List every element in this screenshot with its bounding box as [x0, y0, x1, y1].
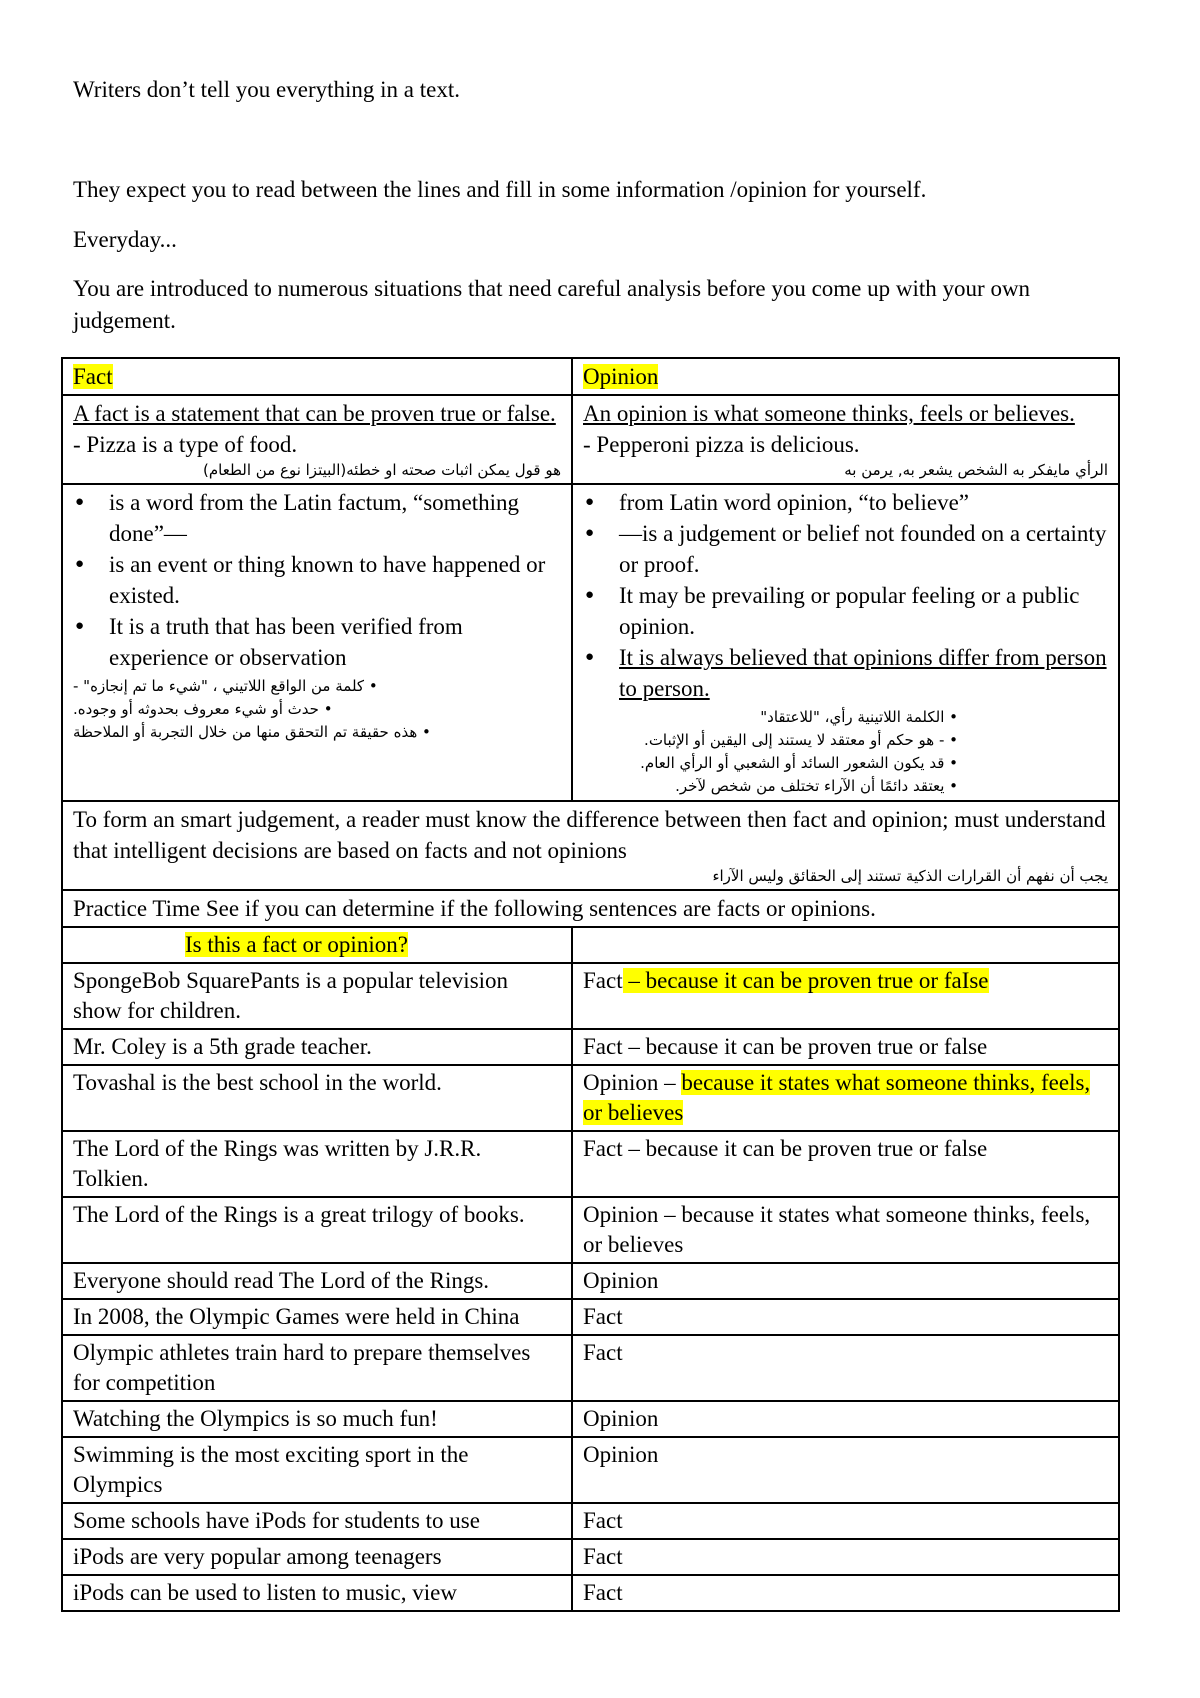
table-row [62, 1299, 1119, 1335]
answer-lead: Fact [583, 1580, 623, 1605]
table-row [62, 1131, 1119, 1197]
statement-cell: Watching the Olympics is so much fun! [62, 1401, 572, 1437]
question-header: Is this a fact or opinion? [185, 932, 408, 957]
answer-explanation: because it states what someone thinks, feels, or believes [583, 1070, 1091, 1125]
table-row [62, 1335, 1119, 1401]
opinion-bullet: ● It is always believed that opinions differ from person to person. [619, 642, 1108, 704]
statement-cell: Swimming is the most exciting sport in the Olympics [62, 1437, 572, 1503]
intro-line-4: You are introduced to numerous situations that need careful analysis before you come up with your own judgement. [73, 276, 1031, 333]
statement-cell: The Lord of the Rings was written by J.R.R. Tolkien. [62, 1131, 572, 1197]
statement-cell: iPods are very popular among teenagers [62, 1539, 572, 1575]
fact-bullet-list [73, 487, 561, 673]
intro-line-3: Everyday... [73, 227, 177, 252]
answer-lead: Fact – because it can be proven true or false [583, 1034, 988, 1059]
table-row [62, 1065, 1119, 1131]
answer-cell [572, 1065, 1119, 1131]
opinion-bullet: ● from Latin word opinion, “to believe” [619, 487, 1108, 518]
statement-cell: SpongeBob SquarePants is a popular television show for children. [62, 963, 572, 1029]
practice-instructions: Practice Time See if you can determine if the following sentences are facts or opinions. [62, 890, 1119, 927]
fact-arabic-bullet: • حدث أو شيء معروف بحدوثه أو وجوده. [73, 700, 333, 718]
answer-lead: Opinion [583, 1406, 659, 1431]
summary-text: To form an smart judgement, a reader must know the difference between then fact and opinion; must understand that intelligent decisions are based on facts and not opinions [73, 807, 1106, 863]
opinion-bullet-list [583, 487, 1108, 704]
opinion-arabic-bullet: • - هو حكم أو معتقد لا يستند إلى اليقين أو الإثبات. [644, 731, 958, 749]
answer-lead: Opinion [583, 1442, 659, 1467]
table-row [62, 1503, 1119, 1539]
fact-arabic-bullet: • كلمة من الواقع اللاتيني ، "شيء ما تم إنجازه" - [73, 677, 378, 695]
table-row [62, 1197, 1119, 1263]
answer-lead: Fact – because it can be proven true or false [583, 1136, 988, 1161]
statement-cell: Tovashal is the best school in the world. [62, 1065, 572, 1131]
fact-arabic-definition: هو قول يمكن اثبات صحته او خطئه(البيتزا نوع من الطعام) [203, 461, 561, 479]
intro-line-1: Writers don’t tell you everything in a text. [73, 77, 461, 102]
answer-cell [572, 963, 1119, 1029]
table-row [62, 1437, 1119, 1503]
opinion-example: - Pepperoni pizza is delicious. [583, 432, 860, 457]
statement-cell: Everyone should read The Lord of the Rings. [62, 1263, 572, 1299]
statement-cell: The Lord of the Rings is a great trilogy of books. [62, 1197, 572, 1263]
etymology-row [62, 484, 1119, 801]
statement-cell: In 2008, the Olympic Games were held in China [62, 1299, 572, 1335]
table-row [62, 1575, 1119, 1611]
statement-cell: iPods can be used to listen to music, view [62, 1575, 572, 1611]
fact-bullet: ● is an event or thing known to have happened or existed. [109, 549, 561, 611]
answer-lead: Fact [583, 1508, 623, 1533]
statement-cell: Olympic athletes train hard to prepare themselves for competition [62, 1335, 572, 1401]
intro-line-2: They expect you to read between the lines and fill in some information /opinion for yourself. [73, 177, 927, 202]
fact-example: - Pizza is a type of food. [73, 432, 298, 457]
answer-lead: Fact [583, 1304, 623, 1329]
table-row [62, 1263, 1119, 1299]
summary-arabic: يجب أن نفهم أن القرارات الذكية تستند إلى الحقائق وليس الآراء [712, 867, 1108, 885]
answer-lead: Fact [583, 1340, 623, 1365]
fact-definition: A fact is a statement that can be proven true or false. [73, 401, 556, 426]
answer-cell [572, 1575, 1119, 1611]
opinion-arabic-list [583, 706, 1108, 798]
summary-row [62, 801, 1119, 890]
fact-arabic-bullet: • هذه حقيقة تم التحقق منها من خلال التجربة أو الملاحظة [73, 723, 431, 741]
answer-cell [572, 1299, 1119, 1335]
answer-cell [572, 1437, 1119, 1503]
table-row [62, 1029, 1119, 1065]
opinion-arabic-definition: الرأي مايفكر به الشخص يشعر به, يرمن به [844, 461, 1108, 479]
table-row [62, 963, 1119, 1029]
opinion-arabic-bullet: • يعتقد دائمًا أن الآراء تختلف من شخص لآخر. [675, 777, 958, 795]
statement-cell: Mr. Coley is a 5th grade teacher. [62, 1029, 572, 1065]
opinion-bullet: ● It may be prevailing or popular feeling or a public opinion. [619, 580, 1108, 642]
answer-lead: Fact [583, 968, 623, 993]
answer-explanation: – because it can be proven true or faIse [622, 968, 989, 993]
practice-row [62, 890, 1119, 927]
question-header-row [62, 927, 1119, 963]
opinion-definition: An opinion is what someone thinks, feels or believes. [583, 401, 1075, 426]
answer-lead: Fact [583, 1544, 623, 1569]
answer-cell [572, 1335, 1119, 1401]
statement-cell: Some schools have iPods for students to use [62, 1503, 572, 1539]
answer-lead: Opinion – because it states what someone thinks, feels, or believes [583, 1202, 1091, 1257]
answer-cell [572, 1263, 1119, 1299]
opinion-arabic-bullet: • قد يكون الشعور السائد أو الشعبي أو الرأي العام. [640, 754, 958, 772]
table-row [62, 1401, 1119, 1437]
opinion-bullet: ● —is a judgement or belief not founded on a certainty or proof. [619, 518, 1108, 580]
fact-bullet: ● It is a truth that has been verified from experience or observation [109, 611, 561, 673]
definition-row [62, 395, 1119, 484]
header-row [62, 358, 1119, 395]
table-row [62, 1539, 1119, 1575]
answer-cell [572, 1131, 1119, 1197]
answer-lead: Opinion [583, 1268, 659, 1293]
fact-header: Fact [73, 364, 113, 389]
fact-opinion-table [61, 357, 1120, 1612]
answer-cell [572, 1503, 1119, 1539]
answer-cell [572, 1197, 1119, 1263]
answer-cell [572, 1401, 1119, 1437]
answer-lead: Opinion – [583, 1070, 682, 1095]
opinion-arabic-bullet: • الكلمة اللاتينية رأي، "للاعتقاد" [760, 708, 958, 726]
opinion-header: Opinion [583, 364, 659, 389]
fact-arabic-list [73, 675, 561, 744]
answer-cell [572, 1539, 1119, 1575]
fact-bullet: ● is a word from the Latin factum, “something done”— [109, 487, 561, 549]
answer-cell [572, 1029, 1119, 1065]
